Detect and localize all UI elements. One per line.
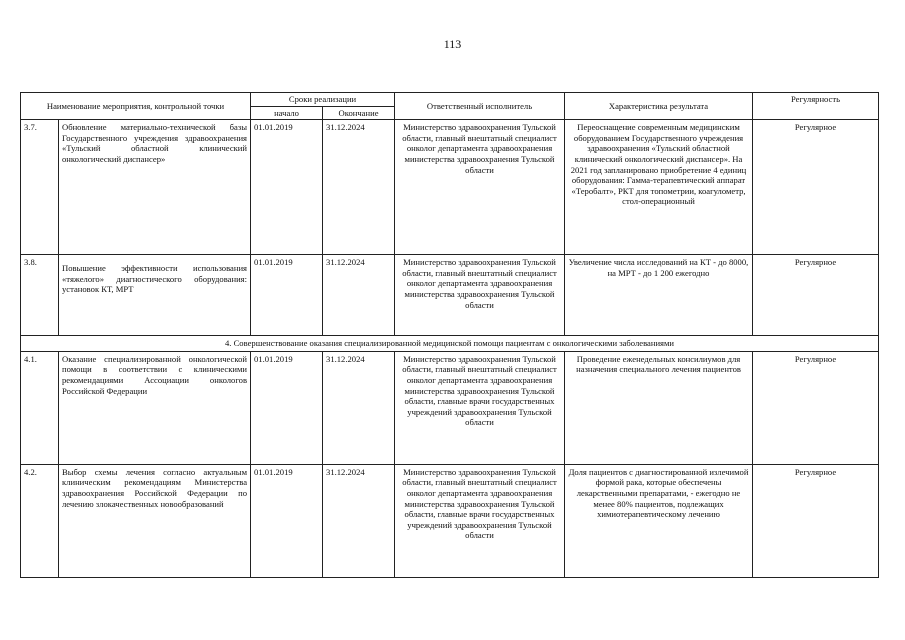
header-row — [21, 93, 879, 107]
row-name: Обновление материально-технической базы Государственного учреждения здравоохранения «Тульский областной клинический онкологический диспансер» — [59, 120, 251, 255]
row-end-date: 31.12.2024 — [323, 351, 395, 464]
row-responsible: Министерство здравоохранения Тульской области, главный внештатный специалист онколог департамента здравоохранения министерства здравоохранения Тульской области, главные врачи государственных учреждений здравоохранения Тульской области — [395, 351, 565, 464]
row-regularity: Регулярное — [753, 120, 879, 255]
header-terms: Сроки реализации — [251, 93, 395, 107]
row-start-date: 01.01.2019 — [251, 351, 323, 464]
row-name: Оказание специализированной онкологической помощи в соответствии с клиническими рекомендациями Ассоциации онкологов Российской Федерации — [59, 351, 251, 464]
row-responsible: Министерство здравоохранения Тульской области, главный внештатный специалист онколог департамента здравоохранения министерства здравоохранения Тульской области, главные врачи государственных учреждений здравоохранения Тульской области — [395, 464, 565, 577]
row-responsible: Министерство здравоохранения Тульской области, главный внештатный специалист онколог департамента здравоохранения министерства здравоохранения Тульской области — [395, 120, 565, 255]
row-result: Доля пациентов с диагностированной излечимой формой рака, которые обеспечены лекарственными препаратами, - ежегодно не менее 80% пациентов, подлежащих химиотерапевтическому лечению — [565, 464, 753, 577]
row-regularity: Регулярное — [753, 464, 879, 577]
header-responsible: Ответственный исполнитель — [395, 93, 565, 120]
header-end: Окончание — [323, 106, 395, 120]
row-result: Увеличение числа исследований на КТ - до 8000, на МРТ - до 1 200 ежегодно — [565, 255, 753, 336]
row-end-date: 31.12.2024 — [323, 464, 395, 577]
header-result: Характеристика результата — [565, 93, 753, 120]
row-number: 3.8. — [21, 255, 59, 336]
table-row — [21, 351, 879, 464]
section-title: 4. Совершенствование оказания специализированной медицинской помощи пациентам с онкологическими заболеваниями — [21, 336, 879, 352]
row-number: 4.1. — [21, 351, 59, 464]
page-number: 113 — [443, 37, 462, 51]
table-row — [21, 255, 879, 336]
row-name: Повышение эффективности использования «тяжелого» диагностического оборудования: установок КТ, МРТ — [59, 255, 251, 336]
row-regularity: Регулярное — [753, 255, 879, 336]
header-regularity: Регулярность — [753, 93, 879, 120]
row-end-date: 31.12.2024 — [323, 255, 395, 336]
row-start-date: 01.01.2019 — [251, 255, 323, 336]
table-row — [21, 464, 879, 577]
row-start-date: 01.01.2019 — [251, 120, 323, 255]
table-row — [21, 120, 879, 255]
row-number: 3.7. — [21, 120, 59, 255]
row-responsible: Министерство здравоохранения Тульской области, главный внештатный специалист онколог департамента здравоохранения министерства здравоохранения Тульской области — [395, 255, 565, 336]
header-start: начало — [251, 106, 323, 120]
row-end-date: 31.12.2024 — [323, 120, 395, 255]
row-regularity: Регулярное — [753, 351, 879, 464]
row-number: 4.2. — [21, 464, 59, 577]
row-result: Проведение еженедельных консилиумов для назначения специального лечения пациентов — [565, 351, 753, 464]
row-result: Переоснащение современным медицинским оборудованием Государственного учреждения здравоохранения «Тульский областной клинический онкологический диспансер». На 2021 год запланировано приобретение 4 единиц оборудования: Гамма-терапевтический аппарат «Теробалт», РКТ для топометрии, коагулометр, стол-операционный — [565, 120, 753, 255]
row-start-date: 01.01.2019 — [251, 464, 323, 577]
header-name: Наименование мероприятия, контрольной точки — [21, 93, 251, 120]
action-plan-table — [20, 92, 879, 578]
row-name: Выбор схемы лечения согласно актуальным клиническим рекомендациям Министерства здравоохранения Российской Федерации по лечению злокачественных новообразований — [59, 464, 251, 577]
section-header-row — [21, 336, 879, 352]
